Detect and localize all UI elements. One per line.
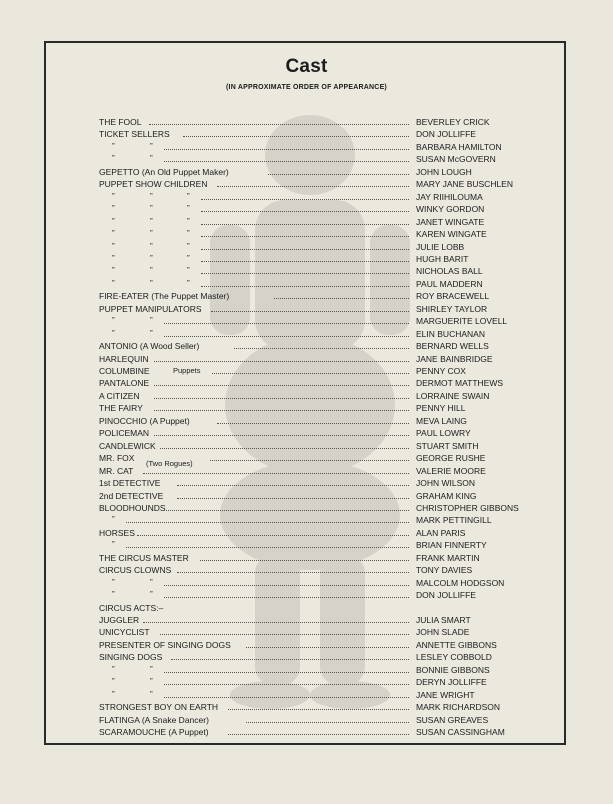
actor-name: FRANK MARTIN — [416, 552, 480, 563]
dotted-leader — [228, 734, 409, 735]
dotted-leader — [217, 423, 409, 424]
dotted-leader — [143, 473, 409, 474]
cast-row — [0, 377, 613, 389]
actor-name: STUART SMITH — [416, 440, 479, 451]
role-name: MR. FOX — [99, 453, 135, 464]
actor-name: JOHN WILSON — [416, 478, 476, 489]
role-name: STRONGEST BOY ON EARTH — [99, 702, 219, 713]
ditto-mark: ” — [112, 664, 115, 674]
ditto-mark: ” — [150, 154, 153, 164]
dotted-leader — [164, 672, 409, 673]
actor-name: LORRAINE SWAIN — [416, 390, 490, 401]
actor-name: ROY BRACEWELL — [416, 291, 490, 302]
dotted-leader — [200, 560, 409, 561]
cast-row — [0, 664, 613, 676]
ditto-mark: ” — [150, 664, 153, 674]
actor-name: SHIRLEY TAYLOR — [416, 303, 488, 314]
ditto-mark: ” — [112, 216, 115, 226]
role-name: CIRCUS ACTS:– — [99, 602, 164, 613]
cast-row — [0, 365, 613, 377]
cast-row — [0, 490, 613, 502]
dotted-leader — [126, 522, 409, 523]
actor-name: VALERIE MOORE — [416, 465, 486, 476]
role-name: FLATINGA (A Snake Dancer) — [99, 714, 209, 725]
cast-row — [0, 589, 613, 601]
cast-row — [0, 465, 613, 477]
cast-row — [0, 328, 613, 340]
actor-name: MALCOLM HODGSON — [416, 577, 505, 588]
actor-name: JULIE LOBB — [416, 241, 465, 252]
cast-row — [0, 539, 613, 551]
actor-name: MARY JANE BUSCHLEN — [416, 179, 513, 190]
ditto-mark: ” — [112, 204, 115, 214]
role-name: SINGING DOGS — [99, 652, 163, 663]
actor-name: DON JOLLIFFE — [416, 129, 476, 140]
cast-row — [0, 390, 613, 402]
ditto-mark: ” — [150, 253, 153, 263]
cast-row — [0, 527, 613, 539]
actor-name: JULIA SMART — [416, 615, 471, 625]
dotted-leader — [246, 722, 410, 723]
dotted-leader — [137, 535, 409, 536]
actor-name: SUSAN McGOVERN — [416, 154, 496, 165]
dotted-leader — [166, 510, 409, 511]
cast-row — [0, 290, 613, 302]
ditto-mark: ” — [112, 515, 115, 525]
actor-name: JOHN LOUGH — [416, 166, 472, 177]
cast-row — [0, 265, 613, 277]
dotted-leader — [246, 647, 410, 648]
dotted-leader — [201, 211, 409, 212]
actor-name: ELIN BUCHANAN — [416, 328, 485, 339]
actor-name: DERYN JOLLIFFE — [416, 677, 487, 688]
role-note: (Two Rogues) — [146, 459, 193, 469]
cast-row — [0, 639, 613, 651]
actor-name: CHRISTOPHER GIBBONS — [416, 502, 519, 513]
dotted-leader — [201, 199, 409, 200]
dotted-leader — [177, 572, 409, 573]
role-name: PUPPET MANIPULATORS — [99, 303, 202, 314]
dotted-leader — [154, 398, 409, 399]
dotted-leader — [154, 361, 409, 362]
actor-name: BRIAN FINNERTY — [416, 540, 487, 551]
cast-row — [0, 141, 613, 153]
ditto-mark: ” — [150, 229, 153, 239]
ditto-mark: ” — [150, 328, 153, 338]
ditto-mark: ” — [112, 266, 115, 276]
role-name: POLICEMAN — [99, 428, 150, 439]
role-name: PRESENTER OF SINGING DOGS — [99, 639, 231, 650]
cast-row — [0, 415, 613, 427]
ditto-mark: ” — [187, 241, 190, 251]
ditto-mark: ” — [112, 328, 115, 338]
ditto-mark: ” — [112, 590, 115, 600]
dotted-leader — [177, 498, 409, 499]
cast-row — [0, 203, 613, 215]
ditto-mark: ” — [112, 253, 115, 263]
actor-name: GEORGE RUSHE — [416, 453, 486, 464]
ditto-mark: ” — [112, 141, 115, 151]
cast-row — [0, 178, 613, 190]
cast-row — [0, 714, 613, 726]
cast-row — [0, 514, 613, 526]
dotted-leader — [268, 174, 409, 175]
actor-name: GRAHAM KING — [416, 490, 477, 501]
role-note: Puppets — [173, 366, 201, 375]
cast-row — [0, 340, 613, 352]
dotted-leader — [201, 261, 409, 262]
cast-row — [0, 577, 613, 589]
actor-name: WINKY GORDON — [416, 204, 485, 215]
cast-row — [0, 278, 613, 290]
cast-row — [0, 676, 613, 688]
dotted-leader — [177, 485, 409, 486]
actor-name: PAUL MADDERN — [416, 278, 483, 289]
actor-name: MARK RICHARDSON — [416, 702, 501, 713]
dotted-leader — [164, 597, 409, 598]
ditto-mark: ” — [150, 577, 153, 587]
dotted-leader — [217, 186, 409, 187]
cast-row — [0, 116, 613, 128]
actor-name: SUSAN GREAVES — [416, 714, 489, 725]
role-name: PUPPET SHOW CHILDREN — [99, 179, 208, 190]
dotted-leader — [211, 311, 409, 312]
actor-name: NICHOLAS BALL — [416, 266, 483, 277]
actor-name: LESLEY COBBOLD — [416, 652, 492, 663]
actor-name: JOHN SLADE — [416, 627, 470, 638]
dotted-leader — [183, 136, 409, 137]
ditto-mark: ” — [187, 216, 190, 226]
actor-name: DON JOLLIFFE — [416, 590, 476, 601]
role-name: ANTONIO (A Wood Seller) — [99, 341, 200, 352]
actor-name: JAY RIIHILOUMA — [416, 191, 483, 202]
cast-row — [0, 626, 613, 638]
cast-row — [0, 402, 613, 414]
dotted-leader — [154, 385, 409, 386]
actor-name: DERMOT MATTHEWS — [416, 378, 504, 389]
ditto-mark: ” — [150, 191, 153, 201]
dotted-leader — [160, 634, 409, 635]
ditto-mark: ” — [112, 154, 115, 164]
cast-row — [0, 353, 613, 365]
dotted-leader — [171, 659, 409, 660]
dotted-leader — [234, 348, 409, 349]
cast-row — [0, 427, 613, 439]
actor-name: PENNY COX — [416, 366, 466, 376]
role-name: CIRCUS CLOWNS — [99, 565, 172, 576]
cast-row — [0, 701, 613, 713]
cast-row — [0, 651, 613, 663]
actor-name: KAREN WINGATE — [416, 229, 487, 240]
role-name: CANDLEWICK — [99, 440, 156, 451]
cast-row — [0, 128, 613, 140]
role-name: UNICYCLIST — [99, 627, 150, 638]
ditto-mark: ” — [112, 191, 115, 201]
ditto-mark: ” — [150, 316, 153, 326]
role-name: COLUMBINE — [99, 366, 150, 376]
role-name: THE FOOL — [99, 117, 142, 127]
dotted-leader — [228, 709, 409, 710]
role-name: HARLEQUIN — [99, 353, 149, 364]
ditto-mark: ” — [150, 278, 153, 288]
role-name: FIRE-EATER (The Puppet Master) — [99, 291, 230, 302]
cast-row — [0, 502, 613, 514]
dotted-leader — [201, 249, 409, 250]
cast-row — [0, 153, 613, 165]
actor-name: BONNIE GIBBONS — [416, 664, 490, 675]
dotted-leader — [210, 460, 409, 461]
ditto-mark: ” — [150, 241, 153, 251]
actor-name: BERNARD WELLS — [416, 341, 489, 352]
actor-name: JANE WRIGHT — [416, 689, 475, 700]
ditto-mark: ” — [112, 316, 115, 326]
dotted-leader — [164, 585, 409, 586]
ditto-mark: ” — [187, 229, 190, 239]
actor-name: PENNY HILL — [416, 403, 466, 414]
actor-name: MEVA LAING — [416, 415, 467, 426]
dotted-leader — [164, 697, 409, 698]
cast-row — [0, 440, 613, 452]
dotted-leader — [154, 435, 409, 436]
actor-name: BARBARA HAMILTON — [416, 141, 502, 152]
dotted-leader — [201, 273, 409, 274]
ditto-mark: ” — [112, 689, 115, 699]
actor-name: SUSAN CASSINGHAM — [416, 727, 505, 738]
cast-row — [0, 303, 613, 315]
dotted-leader — [201, 286, 409, 287]
dotted-leader — [143, 622, 409, 623]
actor-name: ALAN PARIS — [416, 527, 466, 538]
ditto-mark: ” — [187, 278, 190, 288]
cast-row — [0, 166, 613, 178]
cast-row — [0, 315, 613, 327]
role-name: THE CIRCUS MASTER — [99, 552, 189, 563]
cast-row — [0, 726, 613, 738]
dotted-leader — [154, 410, 409, 411]
role-name: 1st DETECTIVE — [99, 478, 161, 489]
cast-row — [0, 452, 613, 469]
role-name: SCARAMOUCHE (A Puppet) — [99, 727, 209, 738]
dotted-leader — [201, 224, 409, 225]
cast-row — [0, 216, 613, 228]
cast-row — [0, 228, 613, 240]
role-name: PINOCCHIO (A Puppet) — [99, 415, 190, 426]
cast-row — [0, 477, 613, 489]
ditto-mark: ” — [150, 266, 153, 276]
cast-row — [0, 614, 613, 626]
actor-name: JANE BAINBRIDGE — [416, 353, 493, 364]
ditto-mark: ” — [112, 677, 115, 687]
page-subtitle: (IN APPROXIMATE ORDER OF APPEARANCE) — [226, 84, 387, 91]
dotted-leader — [164, 323, 409, 324]
ditto-mark: ” — [112, 229, 115, 239]
role-name: GEPETTO (An Old Puppet Maker) — [99, 166, 229, 177]
cast-row — [0, 241, 613, 253]
ditto-mark: ” — [150, 216, 153, 226]
cast-row — [0, 602, 613, 614]
dotted-leader — [160, 448, 409, 449]
ditto-mark: ” — [112, 241, 115, 251]
ditto-mark: ” — [150, 590, 153, 600]
role-name: A CITIZEN — [99, 390, 140, 401]
actor-name: BEVERLEY CRICK — [416, 117, 490, 127]
ditto-mark: ” — [187, 191, 190, 201]
actor-name: MARK PETTINGILL — [416, 515, 492, 526]
dotted-leader — [164, 161, 409, 162]
cast-row — [0, 253, 613, 265]
role-name: JUGGLER — [99, 615, 140, 625]
role-name: BLOODHOUNDS — [99, 502, 166, 513]
dotted-leader — [201, 236, 409, 237]
actor-name: HUGH BARIT — [416, 253, 469, 264]
actor-name: JANET WINGATE — [416, 216, 485, 227]
ditto-mark: ” — [112, 278, 115, 288]
cast-row — [0, 564, 613, 576]
dotted-leader — [164, 336, 409, 337]
cast-row — [0, 191, 613, 203]
ditto-mark: ” — [112, 577, 115, 587]
role-name: 2nd DETECTIVE — [99, 490, 164, 501]
role-name: TICKET SELLERS — [99, 129, 170, 140]
ditto-mark: ” — [150, 141, 153, 151]
role-name: THE FAIRY — [99, 403, 143, 414]
ditto-mark: ” — [112, 540, 115, 550]
role-name: HORSES — [99, 527, 135, 538]
dotted-leader — [274, 298, 409, 299]
page-title: Cast — [285, 56, 328, 77]
ditto-mark: ” — [150, 677, 153, 687]
cast-row — [0, 552, 613, 564]
ditto-mark: ” — [187, 253, 190, 263]
role-name: PANTALONE — [99, 378, 150, 389]
actor-name: MARGUERITE LOVELL — [416, 316, 508, 327]
ditto-mark: ” — [187, 204, 190, 214]
ditto-mark: ” — [150, 204, 153, 214]
actor-name: TONY DAVIES — [416, 565, 473, 576]
actor-name: ANNETTE GIBBONS — [416, 639, 497, 650]
ditto-mark: ” — [187, 266, 190, 276]
role-name: MR. CAT — [99, 465, 134, 476]
actor-name: PAUL LOWRY — [416, 428, 471, 439]
dotted-leader — [212, 373, 409, 374]
dotted-leader — [164, 149, 409, 150]
dotted-leader — [164, 684, 409, 685]
dotted-leader — [149, 124, 409, 125]
dotted-leader — [126, 547, 409, 548]
cast-row — [0, 689, 613, 701]
ditto-mark: ” — [150, 689, 153, 699]
